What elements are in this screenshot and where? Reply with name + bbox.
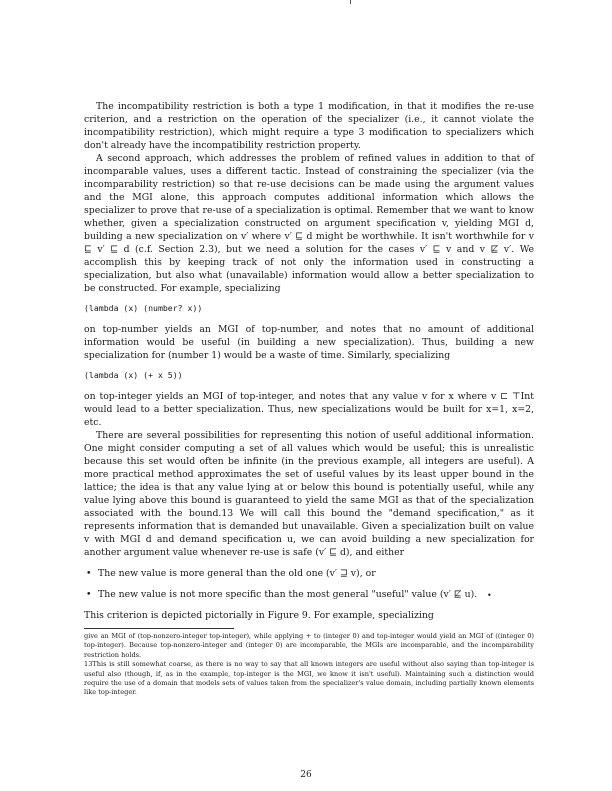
code-example-2: (lambda (x) (+ x 5)) [84, 370, 183, 380]
paragraph-6: This criterion is depicted pictorially in Figure 9. For example, specializing [84, 610, 434, 621]
paragraph-4: on top-integer yields an MGI of top-integer, and notes that any value v for x where v ⊏ ⊤Int would lead to a better specialization. Thus, new specializations would be built for x=1, x=2, etc. [84, 391, 534, 428]
list-item: • The new value is more general than the old one (v′ ⊒ v), or [86, 568, 376, 579]
footnotes [84, 632, 534, 698]
paragraph-1: The incompatibility restriction is both a type 1 modification, in that it modifies the re-use criterion, and a restriction on the operation of the specializer (i.e., it cannot violate the incompatibility restriction), which might require a type 3 modification to specializers which don't already have the incompatibility restriction property. [84, 101, 534, 151]
criteria-list [84, 567, 534, 601]
scan-mark [350, 0, 351, 4]
code-example-1: (lambda (x) (number? x)) [84, 303, 203, 313]
bullet-icon: • [86, 589, 92, 600]
paragraph-5: There are several possibilities for representing this notion of useful additional information. One might consider computing a set of all values which would be useful; this is unrealistic because this set would often be infinite (in the previous example, all integers are useful). A more practical method approximates the set of useful values by its least upper bound in the lattice; the idea is that any value lying at or below this bound is potentially useful, while any value lying above this bound is guaranteed to yield the same MGI as that of the specialization associated with the bound.13 We will call this bound the "demand specification," as it represents information that is demanded but unavailable. Given a specialization built on value v with MGI d and demand specification u, we can avoid building a new specialization for another argument value whenever re-use is safe (v′ ⊑ d), and either [84, 430, 534, 558]
footnote-continued: give an MGI of (top-nonzero-integer top-integer), while applying + to (integer 0) and top-integer would yield an MGI of ((integer 0) top-integer). Because top-nonzero-integer and (integer 0) are incomparable, the MGIs are incomparable, and the incomparability restriction holds. [84, 632, 534, 659]
paragraph-3: on top-number yields an MGI of top-number, and notes that no amount of additional information would be useful (in building a new specialization). Thus, building a new specialization for (number 1) would be a waste of time. Similarly, specializing [84, 324, 534, 361]
footnote-rule [84, 628, 234, 629]
page-number: 26 [300, 770, 312, 780]
paragraph-2: A second approach, which addresses the problem of refined values in addition to that of incomparable values, uses a different tactic. Instead of constraining the specializer (via the incomparability restriction) so that re-use decisions can be made using the argument values and the MGI alone, this approach computes additional information which allows the specializer to prove that re-use of a specialization is optimal. Remember that we want to know whether, given a specialization constructed on argument specification v, yielding MGI d, building a new specialization on v′ where v′ ⊑ d might be worthwhile. It isn't worthwhile for v ⊑ v′ ⊑ d (c.f. Section 2.3), but we need a solution for the cases v′ ⊑ v and v ⋢ v′. We accomplish this by keeping track of not only the information used in constructing a specialization, but also what (unavailable) information would allow a better specialization to be constructed. For example, specializing [84, 153, 534, 294]
page-body [84, 100, 534, 698]
stray-mark: • [487, 591, 492, 600]
list-item: • The new value is not more specific than the most general "useful" value (v′ ⋢ u). [86, 589, 478, 600]
footnote-13: 13This is still somewhat coarse, as there is no way to say that all known integers are useful without also saying than top-integer is useful also (though, if, as in the example, top-integer is the MGI, we know it isn't useful). Maintaining such a distinction would require the use of a domain that models sets of values taken from the specializer's value domain, including partially known elements like top-integer. [84, 660, 534, 697]
bullet-icon: • [86, 568, 92, 579]
